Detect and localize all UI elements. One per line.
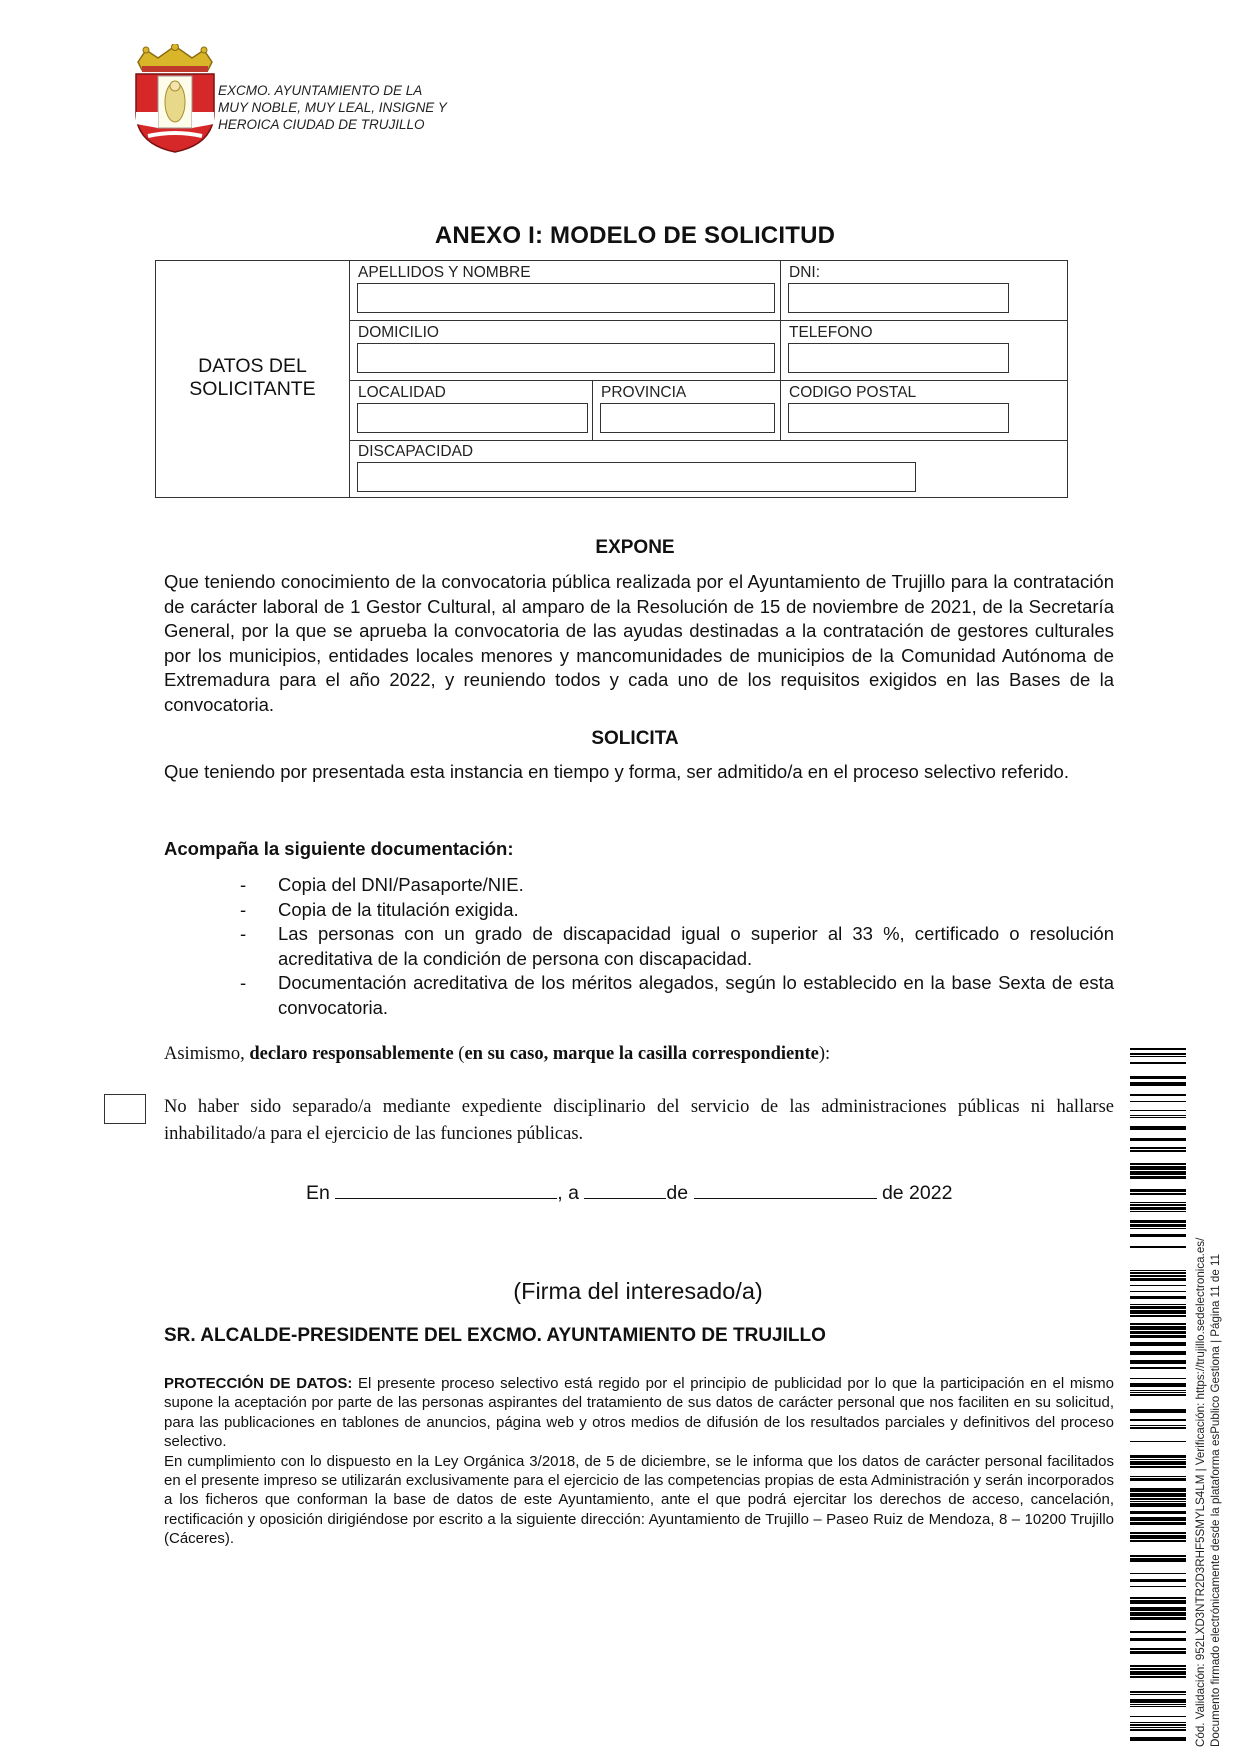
apellidos-label: APELLIDOS Y NOMBRE (358, 264, 531, 281)
codigo-postal-label: CODIGO POSTAL (789, 384, 917, 401)
dni-label: DNI: (789, 264, 820, 281)
city-coat-of-arms-logo (128, 44, 223, 154)
data-protection-notice: PROTECCIÓN DE DATOS: El presente proceso selectivo está regido por el principio de publicidad por lo que la participación en el mismo supone la aceptación por parte de las personas aspirantes del tratamiento de sus datos de carácter personal que nos faciliten en su solicitud, para las publicaciones en tablones de anuncios, página web y otros medios de difusión de los resultados parciales y definitivos del proceso selectivo. En cumplimiento con lo dispuesto en la Ley Orgánica 3/2018, de 5 de diciembre, se le informa que los datos de carácter personal facilitados en el presente impreso se utilizarán exclusivamente para el ejercicio de las competencias propias de esta Administración y serán incorporados a los ficheros que conforman la base de datos de este Ayuntamiento, ante el que podrá ejercitar los derechos de acceso, cancelación, rectificación y oposición dirigiéndose por escrito a la siguiente dirección: Ayuntamiento de Trujillo – Paseo Ruiz de Mendoza, 8 – 10200 Trujillo (Cáceres). (164, 1375, 1114, 1548)
barcode (1130, 1048, 1186, 1746)
localidad-input[interactable] (357, 403, 588, 433)
org-line-1: EXCMO. AYUNTAMIENTO DE LA (218, 83, 423, 98)
declaration-checkbox[interactable] (104, 1094, 146, 1124)
expone-text: Que teniendo conocimiento de la convocatoria pública realizada por el Ayuntamiento de Trujillo para la contratación de carácter laboral de 1 Gestor Cultural, al amparo de la Resolución de 15 de noviembre de 2021, de la Secretaría General, por la que se aprueba la convocatoria de las ayudas destinadas a la contratación de gestores culturales por los municipios, entidades locales menores y mancomunidades de municipios de la Comunidad Autónoma de Extremadura para el año 2022, y reuniendo todos y cada uno de los requisitos exigidos en las Bases de la convocatoria. (164, 571, 1114, 715)
telefono-input[interactable] (788, 343, 1009, 373)
apellidos-input[interactable] (357, 283, 775, 313)
verification-text: Cód. Validación: 952LXD3NTR2D3RHF5SMYLS4LM | Verificación: https://trujillo.sedelectronica.es/ Documento firmado electrónicamente desde la plataforma esPublico Gestiona | Página 11 de 11 (1194, 1237, 1222, 1747)
place-blank[interactable] (335, 1180, 557, 1199)
applicant-section-label: DATOS DEL SOLICITANTE (189, 355, 316, 400)
list-item: - Documentación acreditativa de los méritos alegados, según lo establecido en la base Sexta de esta convocatoria. (240, 972, 1114, 1018)
documentation-title: Acompaña la siguiente documentación: (164, 838, 514, 859)
domicilio-input[interactable] (357, 343, 775, 373)
localidad-label: LOCALIDAD (358, 384, 446, 401)
month-blank[interactable] (694, 1180, 877, 1199)
documentation-list (240, 873, 1114, 1020)
solicita-heading: SOLICITA (591, 728, 679, 749)
provincia-label: PROVINCIA (601, 384, 687, 401)
applicant-data-form (155, 260, 1068, 498)
expone-heading: EXPONE (595, 537, 675, 558)
document-title: ANEXO I: MODELO DE SOLICITUD (434, 222, 836, 249)
place-date-line: En , a de de 2022 (306, 1182, 953, 1204)
list-item: - Copia de la titulación exigida. (240, 898, 519, 920)
domicilio-label: DOMICILIO (358, 324, 439, 341)
telefono-label: TELEFONO (789, 324, 873, 341)
org-line-3: HEROICA CIUDAD DE TRUJILLO (218, 117, 425, 132)
declaration-option-text: No haber sido separado/a mediante expediente disciplinario del servicio de las administraciones públicas ni hallarse inhabilitado/a para el ejercicio de las funciones públicas. (164, 1097, 1114, 1144)
dni-input[interactable] (788, 283, 1009, 313)
day-blank[interactable] (584, 1180, 666, 1199)
discapacidad-label: DISCAPACIDAD (358, 443, 474, 460)
organization-name (218, 82, 447, 133)
provincia-input[interactable] (600, 403, 775, 433)
discapacidad-input[interactable] (357, 462, 916, 492)
signature-label: (Firma del interesado/a) (513, 1278, 763, 1304)
addressee: SR. ALCALDE-PRESIDENTE DEL EXCMO. AYUNTAMIENTO DE TRUJILLO (164, 1325, 826, 1346)
org-line-2: MUY NOBLE, MUY LEAL, INSIGNE Y (218, 100, 447, 115)
codigo-postal-input[interactable] (788, 403, 1009, 433)
list-item: - Copia del DNI/Pasaporte/NIE. (240, 874, 524, 895)
list-item: - Las personas con un grado de discapacidad igual o superior al 33 %, certificado o resolución acreditativa de la condición de persona con discapacidad. (240, 923, 1114, 969)
responsible-declaration-intro: Asimismo, declaro responsablemente (en su caso, marque la casilla correspondiente): (164, 1044, 831, 1064)
solicita-text: Que teniendo por presentada esta instancia en tiempo y forma, ser admitido/a en el proceso selectivo referido. (164, 761, 1069, 782)
